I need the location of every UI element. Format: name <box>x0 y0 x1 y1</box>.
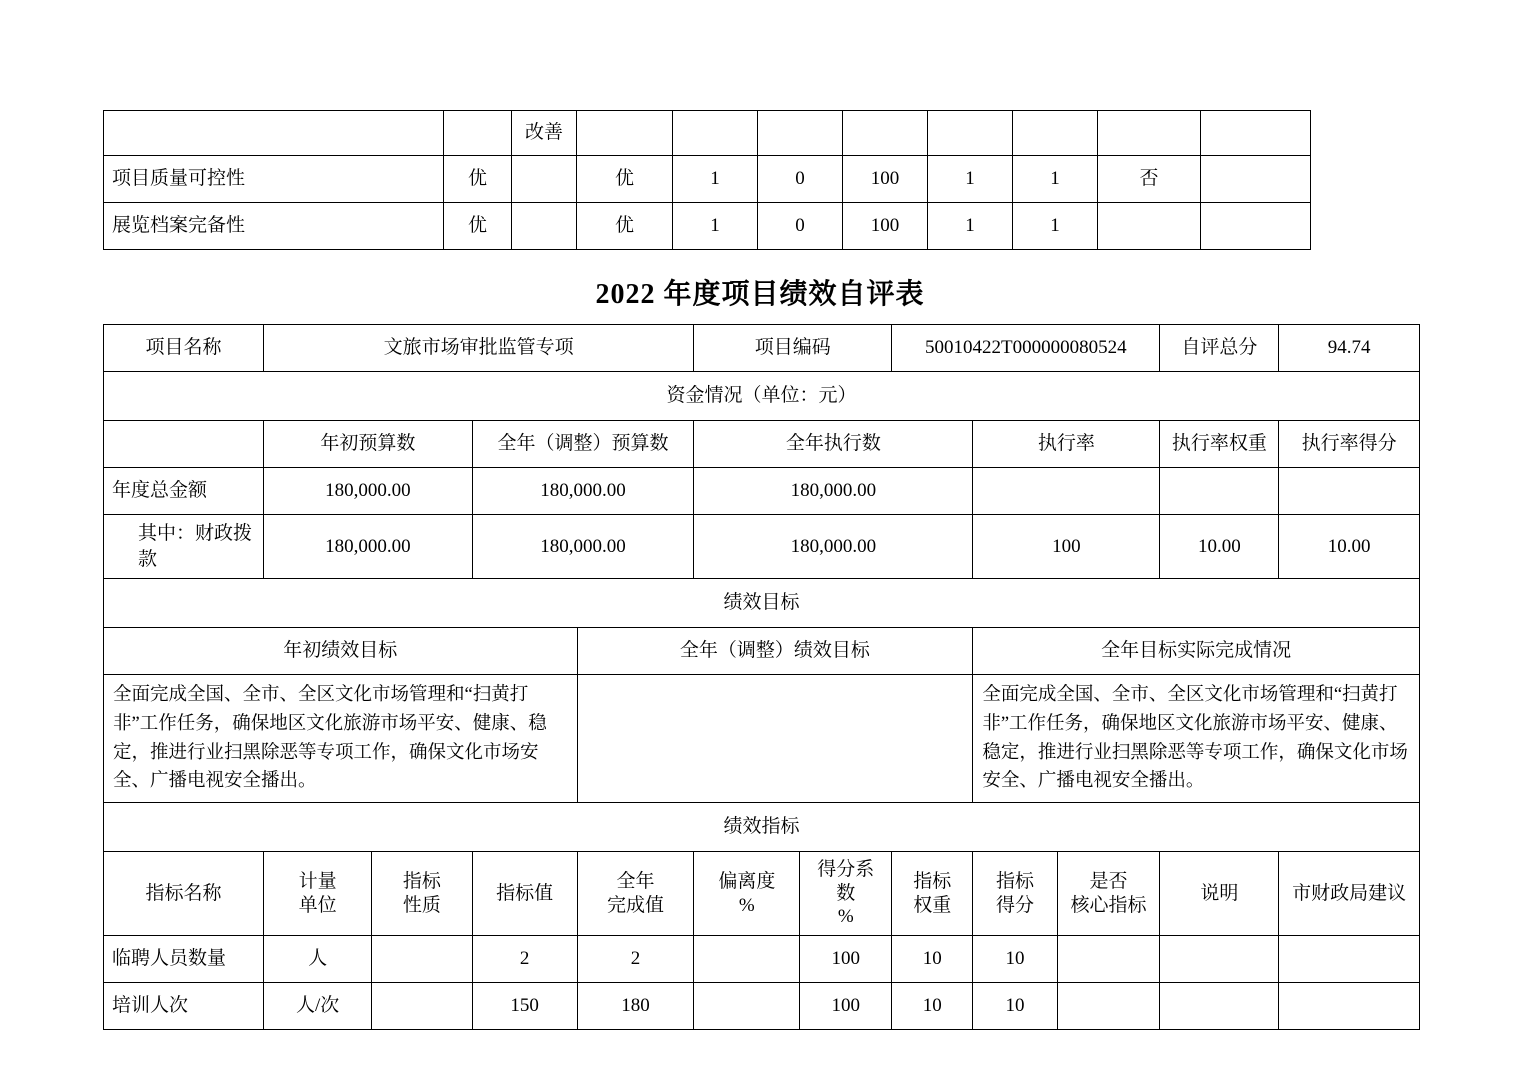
indicators-col-actual: 全年 完成值 <box>577 851 694 935</box>
fragment-r3-c2: 优 <box>444 203 512 250</box>
fragment-r1-c5 <box>673 111 758 156</box>
fragment-r3-c11 <box>1201 203 1311 250</box>
indicator-row0-unit: 人 <box>264 936 372 983</box>
indicators-col-deviation: 偏离度 % <box>694 851 800 935</box>
indicators-section-title-row <box>104 802 1420 851</box>
fragment-r1-c4 <box>577 111 673 156</box>
fragment-r1-c6 <box>758 111 843 156</box>
funds-row1-exec-rate-score: 10.00 <box>1279 515 1420 579</box>
funds-col-exec-rate: 执行率 <box>973 421 1160 468</box>
fragment-r3-c9: 1 <box>1013 203 1098 250</box>
self-score-label: 自评总分 <box>1160 325 1279 372</box>
fragment-r3-c1: 展览档案完备性 <box>104 203 444 250</box>
indicator-row0-weight: 10 <box>892 936 973 983</box>
funds-row1-exec-rate: 100 <box>973 515 1160 579</box>
indicator-row1-actual: 180 <box>577 983 694 1030</box>
goals-section-title: 绩效目标 <box>104 579 1420 628</box>
indicator-row0-nature <box>372 936 473 983</box>
indicator-row0-note <box>1160 936 1279 983</box>
fragment-r2-c6: 0 <box>758 156 843 203</box>
table-row <box>104 156 1421 203</box>
page-title: 2022 年度项目绩效自评表 <box>595 279 925 310</box>
indicator-row0-score: 10 <box>973 936 1057 983</box>
fragment-r2-c4: 优 <box>577 156 673 203</box>
funds-header-row <box>104 421 1420 468</box>
indicator-row0-name: 临聘人员数量 <box>104 936 264 983</box>
goals-section-title-row <box>104 579 1420 628</box>
goals-content-row <box>104 675 1420 803</box>
funds-col-initial-budget: 年初预算数 <box>264 421 473 468</box>
indicator-row0-actual: 2 <box>577 936 694 983</box>
fragment-r3-c5: 1 <box>673 203 758 250</box>
project-performance-self-evaluation-table <box>103 324 1420 1030</box>
indicator-row1-score-coef: 100 <box>800 983 892 1030</box>
goals-adjusted-text <box>577 675 973 803</box>
indicators-col-note: 说明 <box>1160 851 1279 935</box>
fragment-r2-c2: 优 <box>444 156 512 203</box>
goals-col-actual: 全年目标实际完成情况 <box>973 628 1420 675</box>
indicator-row0-suggestion <box>1279 936 1420 983</box>
fragment-r2-c10: 否 <box>1098 156 1201 203</box>
funds-row1-adjusted-budget: 180,000.00 <box>472 515 694 579</box>
indicator-row1-suggestion <box>1279 983 1420 1030</box>
fragment-r3-c3 <box>512 203 577 250</box>
funds-row0-executed: 180,000.00 <box>694 468 973 515</box>
table-row <box>104 983 1420 1030</box>
indicators-section-title: 绩效指标 <box>104 802 1420 851</box>
indicator-row1-unit: 人/次 <box>264 983 372 1030</box>
fragment-r1-c2 <box>444 111 512 156</box>
funds-section-title-row <box>104 372 1420 421</box>
fragment-r1-c8 <box>928 111 1013 156</box>
indicator-row1-name: 培训人次 <box>104 983 264 1030</box>
funds-row0-exec-rate-weight <box>1160 468 1279 515</box>
fragment-r2-c8: 1 <box>928 156 1013 203</box>
funds-row0-label: 年度总金额 <box>104 468 264 515</box>
fragment-r1-c3: 改善 <box>512 111 577 156</box>
fragment-r1-c9 <box>1013 111 1098 156</box>
goals-col-adjusted: 全年（调整）绩效目标 <box>577 628 973 675</box>
goals-initial-text: 全面完成全国、全市、全区文化市场管理和“扫黄打非”工作任务，确保地区文化旅游市场平安、健康、稳定，推进行业扫黑除恶等专项工作，确保文化市场安全、广播电视安全播出。 <box>104 675 578 803</box>
fragment-r1-c7 <box>843 111 928 156</box>
indicator-row1-note <box>1160 983 1279 1030</box>
indicators-col-is-core: 是否 核心指标 <box>1057 851 1160 935</box>
funds-row1-exec-rate-weight: 10.00 <box>1160 515 1279 579</box>
fragment-r1-c1 <box>104 111 444 156</box>
project-name-value: 文旅市场审批监管专项 <box>264 325 694 372</box>
funds-row1-label: 其中：财政拨款 <box>104 515 264 579</box>
goals-col-initial: 年初绩效目标 <box>104 628 578 675</box>
funds-row1-initial-budget: 180,000.00 <box>264 515 473 579</box>
fragment-r3-c4: 优 <box>577 203 673 250</box>
indicators-col-suggestion: 市财政局建议 <box>1279 851 1420 935</box>
table-row <box>104 111 1421 156</box>
indicators-col-name: 指标名称 <box>104 851 264 935</box>
indicators-header-row <box>104 851 1420 935</box>
fragment-r1-c10 <box>1098 111 1201 156</box>
indicator-row1-score: 10 <box>973 983 1057 1030</box>
self-score-value: 94.74 <box>1279 325 1420 372</box>
table-row <box>104 468 1420 515</box>
indicators-col-score-coef: 得分系数 % <box>800 851 892 935</box>
fragment-r2-c3 <box>512 156 577 203</box>
indicator-row1-weight: 10 <box>892 983 973 1030</box>
fragment-r3-c7: 100 <box>843 203 928 250</box>
funds-col-adjusted-budget: 全年（调整）预算数 <box>472 421 694 468</box>
fragment-r2-c7: 100 <box>843 156 928 203</box>
funds-row0-exec-rate <box>973 468 1160 515</box>
fragment-r3-c8: 1 <box>928 203 1013 250</box>
funds-col-exec-rate-weight: 执行率权重 <box>1160 421 1279 468</box>
previous-page-table-fragment <box>103 110 1421 250</box>
indicator-row1-is-core <box>1057 983 1160 1030</box>
fragment-r3-c10 <box>1098 203 1201 250</box>
indicators-col-score: 指标 得分 <box>973 851 1057 935</box>
funds-row0-exec-rate-score <box>1279 468 1420 515</box>
table-row <box>104 936 1420 983</box>
funds-col-exec-rate-score: 执行率得分 <box>1279 421 1420 468</box>
indicators-col-unit: 计量 单位 <box>264 851 372 935</box>
fragment-r2-c9: 1 <box>1013 156 1098 203</box>
indicator-row0-is-core <box>1057 936 1160 983</box>
goals-actual-text: 全面完成全国、全市、全区文化市场管理和“扫黄打非”工作任务，确保地区文化旅游市场平安、健康、稳定，推进行业扫黑除恶等专项工作，确保文化市场安全、广播电视安全播出。 <box>973 675 1420 803</box>
indicators-col-nature: 指标 性质 <box>372 851 473 935</box>
header-row <box>104 325 1420 372</box>
funds-row1-executed: 180,000.00 <box>694 515 973 579</box>
funds-col-blank <box>104 421 264 468</box>
indicators-col-weight: 指标 权重 <box>892 851 973 935</box>
fragment-r2-c1: 项目质量可控性 <box>104 156 444 203</box>
table-row <box>104 515 1420 579</box>
funds-row0-initial-budget: 180,000.00 <box>264 468 473 515</box>
funds-col-executed: 全年执行数 <box>694 421 973 468</box>
indicator-row0-target: 2 <box>472 936 577 983</box>
table-row <box>104 203 1421 250</box>
project-code-label: 项目编码 <box>694 325 892 372</box>
funds-row0-adjusted-budget: 180,000.00 <box>472 468 694 515</box>
indicator-row0-score-coef: 100 <box>800 936 892 983</box>
goals-header-row <box>104 628 1420 675</box>
indicators-col-target: 指标值 <box>472 851 577 935</box>
project-name-label: 项目名称 <box>104 325 264 372</box>
funds-section-title: 资金情况（单位：元） <box>104 372 1420 421</box>
indicator-row1-deviation <box>694 983 800 1030</box>
fragment-r2-c11 <box>1201 156 1311 203</box>
indicator-row1-nature <box>372 983 473 1030</box>
project-code-value: 50010422T000000080524 <box>892 325 1160 372</box>
indicator-row0-deviation <box>694 936 800 983</box>
indicator-row1-target: 150 <box>472 983 577 1030</box>
fragment-r3-c6: 0 <box>758 203 843 250</box>
fragment-r1-c11 <box>1201 111 1311 156</box>
fragment-r2-c5: 1 <box>673 156 758 203</box>
